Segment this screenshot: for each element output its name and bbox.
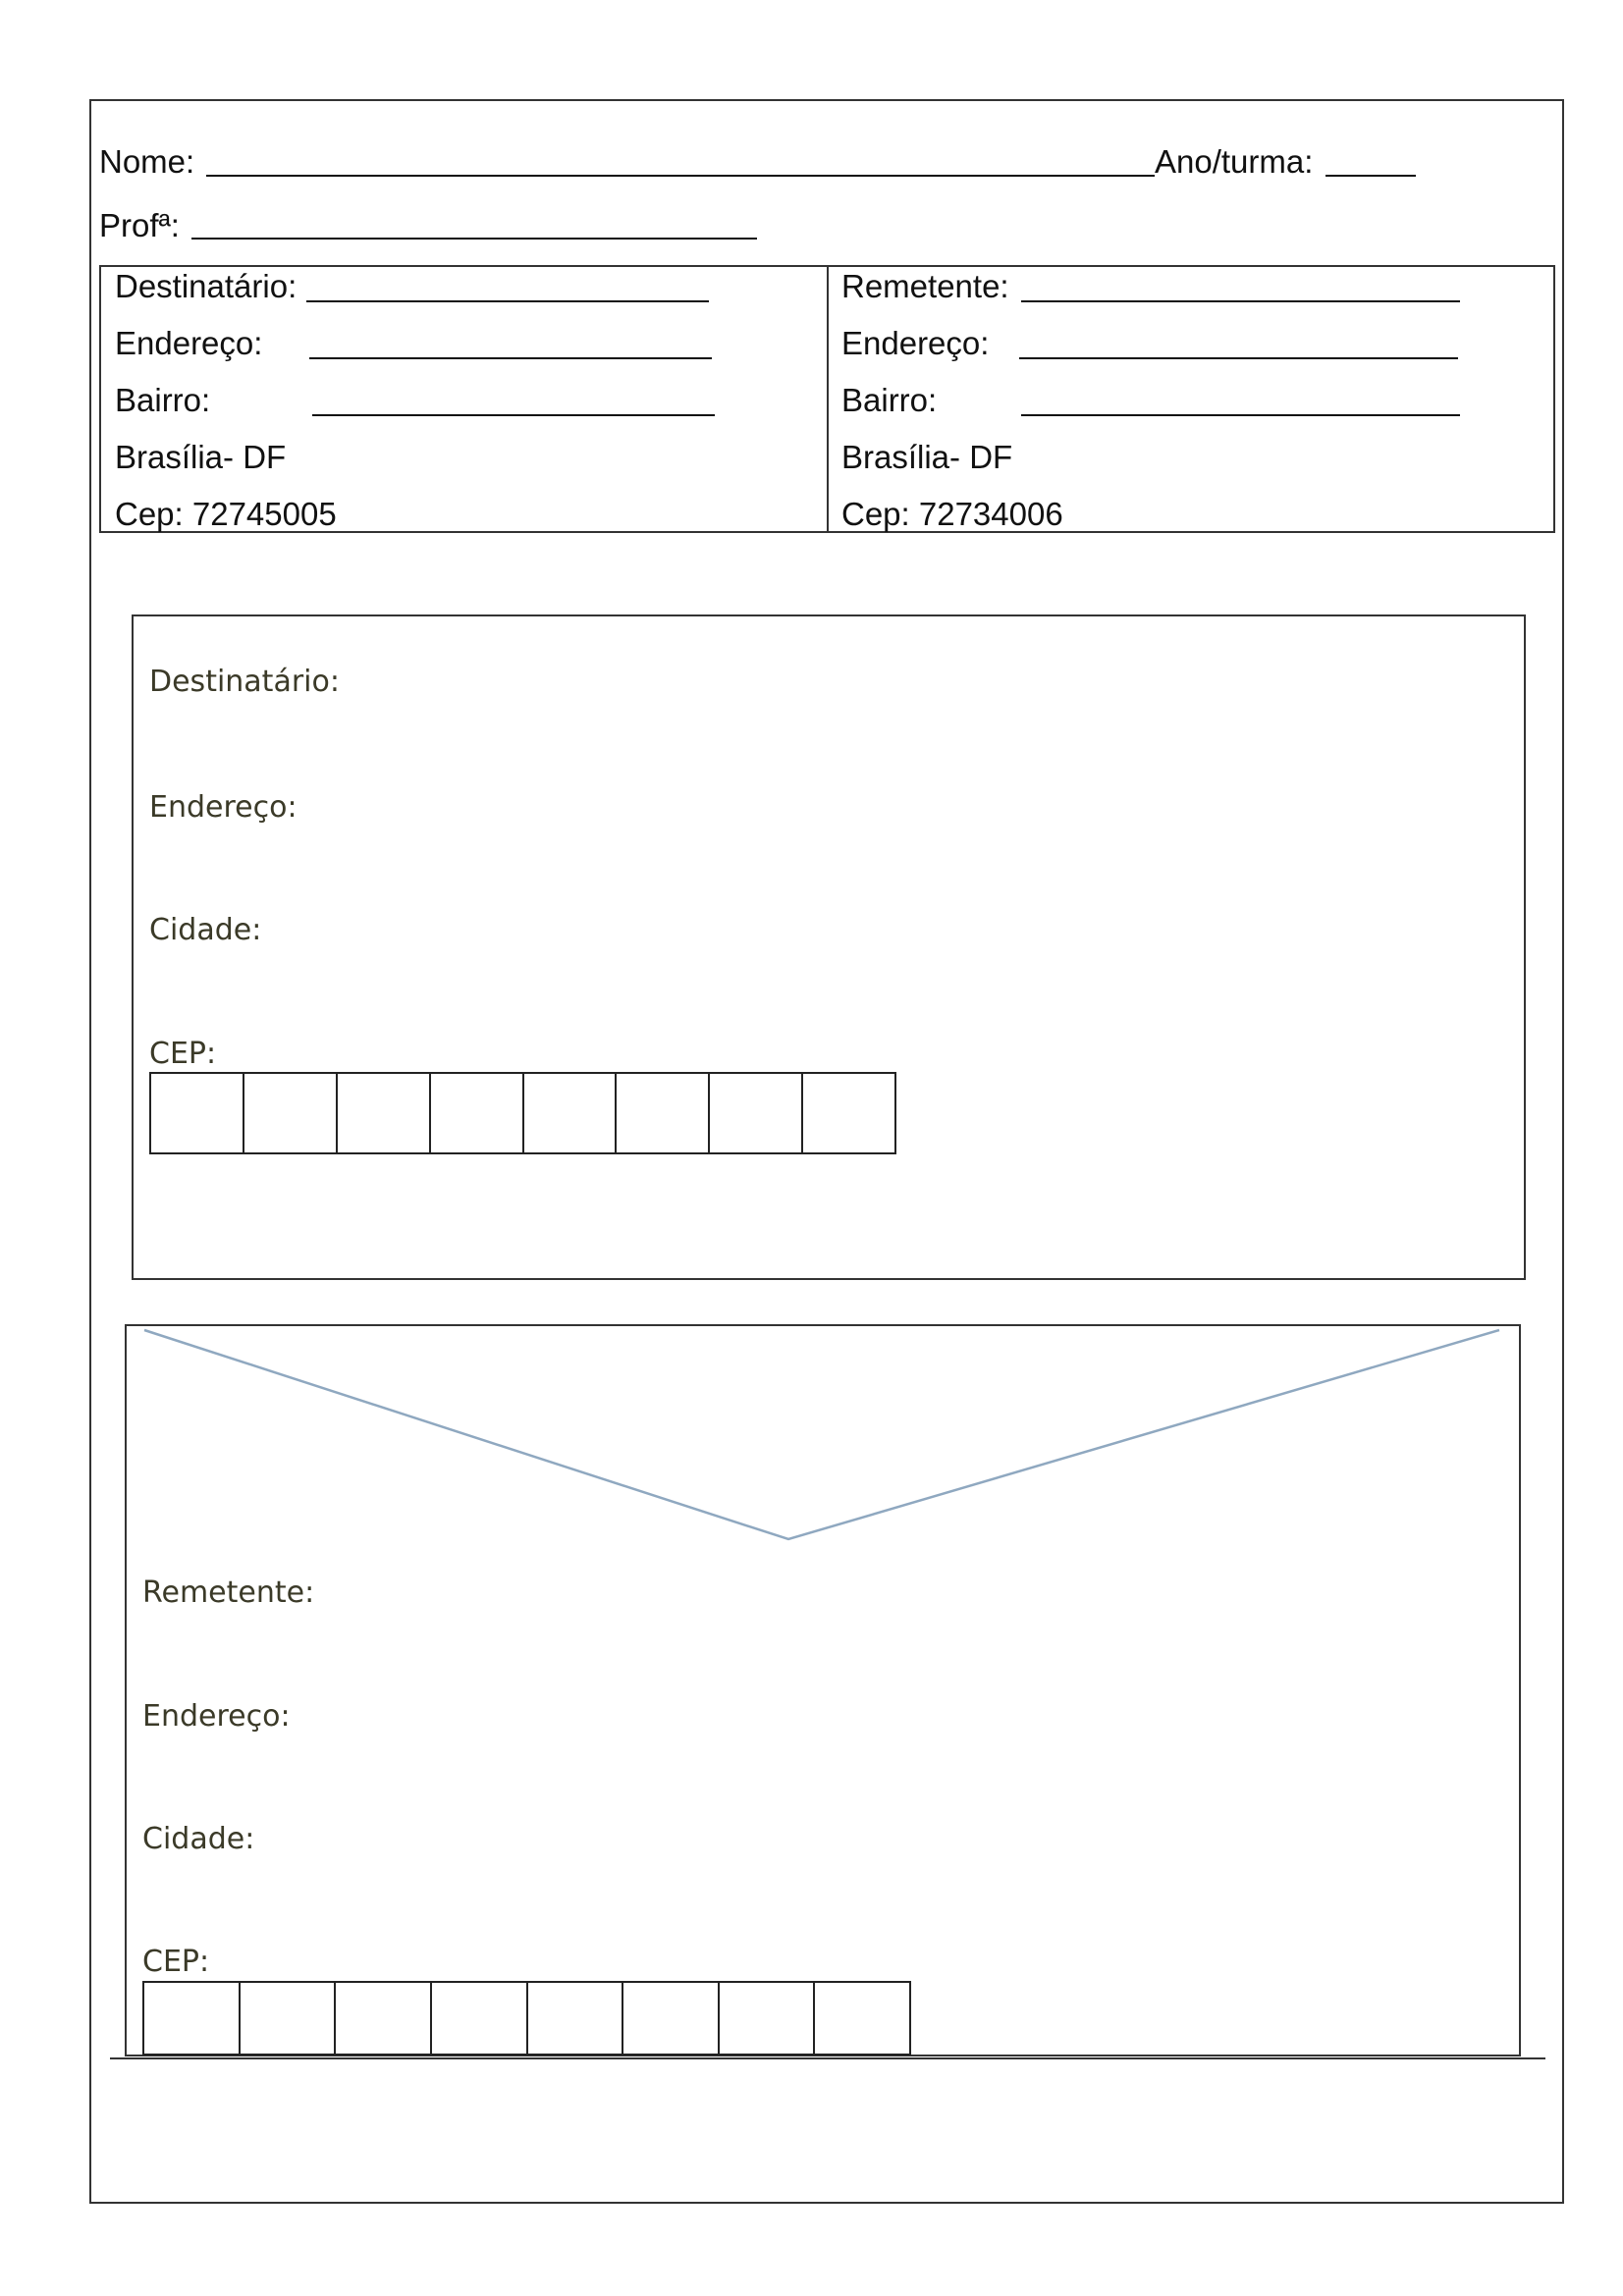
cep-digit-box[interactable]: [243, 1072, 338, 1154]
table-remetente-label: Remetente:: [841, 268, 1009, 304]
table-destinatario-field[interactable]: [306, 300, 709, 302]
ano-turma-label: Ano/turma:: [1155, 143, 1314, 180]
table-right-bairro-label: Bairro:: [841, 382, 938, 418]
bottom-rule: [110, 2057, 1545, 2059]
cep-digit-box[interactable]: [239, 1981, 337, 2056]
table-left-cidade: Brasília- DF: [115, 439, 287, 475]
table-right-cidade: Brasília- DF: [841, 439, 1013, 475]
back-remetente-label: Remetente:: [142, 1575, 315, 1610]
front-cep-boxes[interactable]: [149, 1072, 896, 1154]
table-destinatario-label: Destinatário:: [115, 268, 298, 304]
table-right-endereco-field[interactable]: [1019, 357, 1458, 359]
front-endereco-label: Endereço:: [149, 790, 298, 825]
front-destinatario-label: Destinatário:: [149, 665, 340, 699]
table-left-cep: Cep: 72745005: [115, 496, 337, 532]
cep-digit-box[interactable]: [142, 1981, 241, 2056]
cep-digit-box[interactable]: [526, 1981, 624, 2056]
table-right-endereco-label: Endereço:: [841, 325, 990, 361]
cep-digit-box[interactable]: [801, 1072, 896, 1154]
table-right-bairro-field[interactable]: [1021, 414, 1460, 416]
cep-digit-box[interactable]: [430, 1981, 528, 2056]
front-cidade-label: Cidade:: [149, 913, 262, 947]
cep-digit-box[interactable]: [622, 1981, 720, 2056]
table-left-bairro-field[interactable]: [312, 414, 715, 416]
back-cidade-label: Cidade:: [142, 1822, 255, 1856]
cep-digit-box[interactable]: [334, 1981, 432, 2056]
cep-digit-box[interactable]: [336, 1072, 431, 1154]
prof-label: Profª:: [99, 207, 180, 243]
table-remetente-field[interactable]: [1021, 300, 1460, 302]
table-left-endereco-label: Endereço:: [115, 325, 263, 361]
table-left-bairro-label: Bairro:: [115, 382, 211, 418]
envelope-front: [132, 614, 1526, 1280]
front-cep-label: CEP:: [149, 1037, 217, 1071]
prof-field[interactable]: [191, 238, 757, 240]
table-left-endereco-field[interactable]: [309, 357, 712, 359]
cep-digit-box[interactable]: [615, 1072, 710, 1154]
table-divider: [827, 265, 829, 533]
cep-digit-box[interactable]: [429, 1072, 524, 1154]
nome-field[interactable]: [206, 175, 1155, 177]
nome-label: Nome:: [99, 143, 195, 180]
table-right-cep: Cep: 72734006: [841, 496, 1063, 532]
ano-turma-field[interactable]: [1325, 175, 1416, 177]
cep-digit-box[interactable]: [708, 1072, 803, 1154]
back-cep-boxes[interactable]: [142, 1981, 911, 2056]
envelope-flap-line: [144, 1330, 1499, 1539]
envelope-flap: [125, 1324, 1521, 2056]
cep-digit-box[interactable]: [522, 1072, 618, 1154]
back-endereco-label: Endereço:: [142, 1699, 291, 1734]
cep-digit-box[interactable]: [149, 1072, 244, 1154]
cep-digit-box[interactable]: [813, 1981, 911, 2056]
back-cep-label: CEP:: [142, 1945, 210, 1979]
cep-digit-box[interactable]: [718, 1981, 816, 2056]
